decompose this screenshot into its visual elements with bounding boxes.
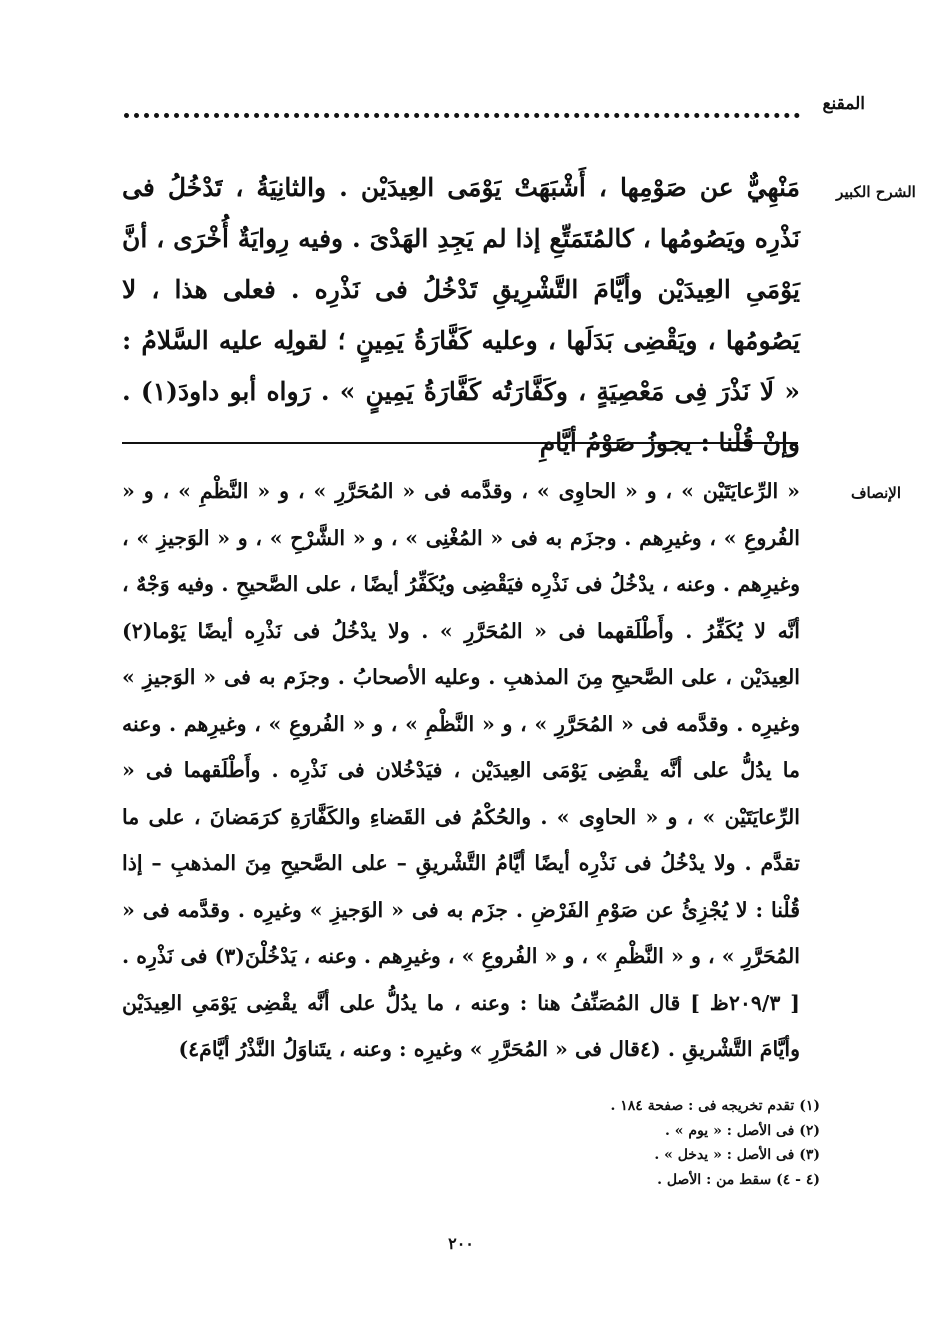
footnote: (١) تقدم تخريجه فى : صفحة ١٨٤ . [610, 1098, 820, 1114]
sharh-section-label: الشرح الكبير [836, 183, 916, 201]
running-head [120, 94, 865, 128]
dotted-divider [124, 113, 800, 118]
footnote: (٣) فى الأصل : « يدخل » . [654, 1147, 820, 1163]
footnote: (٢) فى الأصل : « يوم » . [665, 1122, 820, 1139]
sharh-text: مَنْهِيٌّ عن صَوْمِها ، أَشْبَهَتْ يَوْمَى العِيدَيْن . والثانِيَةُ ، تَدْخُلُ فى نَذْرِه ويَصُومُها ، كالمُتَمَتِّعِ إذا لم يَجِدِ الهَدْىَ . وفيه رِوايَةٌ أُخْرَى ، أنَّ يَوْمَىِ العِيدَيْن وأيَّامَ التَّشْرِيقِ تَدْخُلُ فى نَذْرِه . فعلى هذا ، لا يَصُومُها ، ويَقْضِى بَدَلَها ، وعليه كَفَّارَةُ يَمِينٍ ؛ لقولِه عليه السَّلامُ : « لَا نَذْرَ فِى مَعْصِيَةٍ ، وكَفَّارَتُه كَفَّارَةُ يَمِينٍ » . رَواه أبو داودَ(١) . وإنْ قُلْنا : يجوزُ صَوْمُ أيَّامِ [122, 173, 800, 457]
footnotes [420, 1094, 820, 1192]
insaf-section [122, 468, 800, 1073]
book-title: المقنع [822, 94, 865, 114]
section-divider [122, 442, 798, 444]
insaf-section-label: الإنصاف [850, 484, 902, 502]
footnote: (٤ - ٤) سقط من : الأصل . [657, 1171, 820, 1188]
sharh-section [122, 162, 800, 468]
page-number: ٢٠٠ [448, 1234, 474, 1253]
insaf-text: « الرِّعايَتَيْن » ، و « الحاوِى » ، وقدَّمه فى « المُحَرَّرِ » ، و « النَّظْمِ » ، و « الفُروعِ » ، وغيرِهم . وجزَم به فى « المُغْنِى » ، و « الشَّرْحِ » ، و « الوَجيزِ » ، وغيرِهم . وعنه ، يدْخُلُ فى نَذْرِه فيَقْضِى ويُكَفِّرُ أيضًا ، على الصَّحيحِ . وفيه وَجْهٌ ، أنَّه لا يُكَفِّرُ . وأَطْلَقهما فى « المُحَرَّرِ » . ولا يدْخُلُ فى نَذْرِه أيضًا يَوْما(٢) العِيدَيْن ، على الصَّحيحِ مِنَ المذهبِ . وعليه الأصحابُ . وجزَم به فى « الوَجيزِ » وغيرِه . وقدَّمه فى « المُحَرَّرِ » ، و « النَّظْمِ » ، و « الفُروعِ » ، وغيرِهم . وعنه ما يدُلُّ على أنَّه يقْضِى يَوْمَى العِيدَيْن ، فيَدْخُلان فى نَذْرِه . وأَطْلَقهما فى « الرِّعايَتَيْن » ، و « الحاوِى » . والحُكْمُ فى القَضاءِ والكَفَّارَةِ كرَمَضانَ ، على ما تقدَّم . ولا يدْخُلُ فى نَذْرِه أيضًا أيَّامُ التَّشْريقِ – على الصَّحيحِ مِنَ المذهبِ – إذا قُلْنا : لا يُجْزِئُ عن صَوْمِ الفَرْضِ . جزَم به فى « الوَجيزِ » وغيرِه . وقدَّمه فى « المُحَرَّرِ » ، و « النَّظْمِ » ، و « الفُروعِ » ، وغيرِهم . وعنه ، يَدْخُلْنَ(٣) فى نَذْرِه . [ ٢٠٩/٣ظ ] قال المُصَنِّفُ هنا : وعنه ، ما يدُلُّ على أنَّه يقْضِى يَوْمَىِ العِيدَيْن وأيَّامَ التَّشْريقِ . (٤قال فى « المُحَرَّرِ » وغيرِه : وعنه ، يتَناوَلُ النَّذْرُ أيَّامَ٤) [122, 479, 800, 1061]
